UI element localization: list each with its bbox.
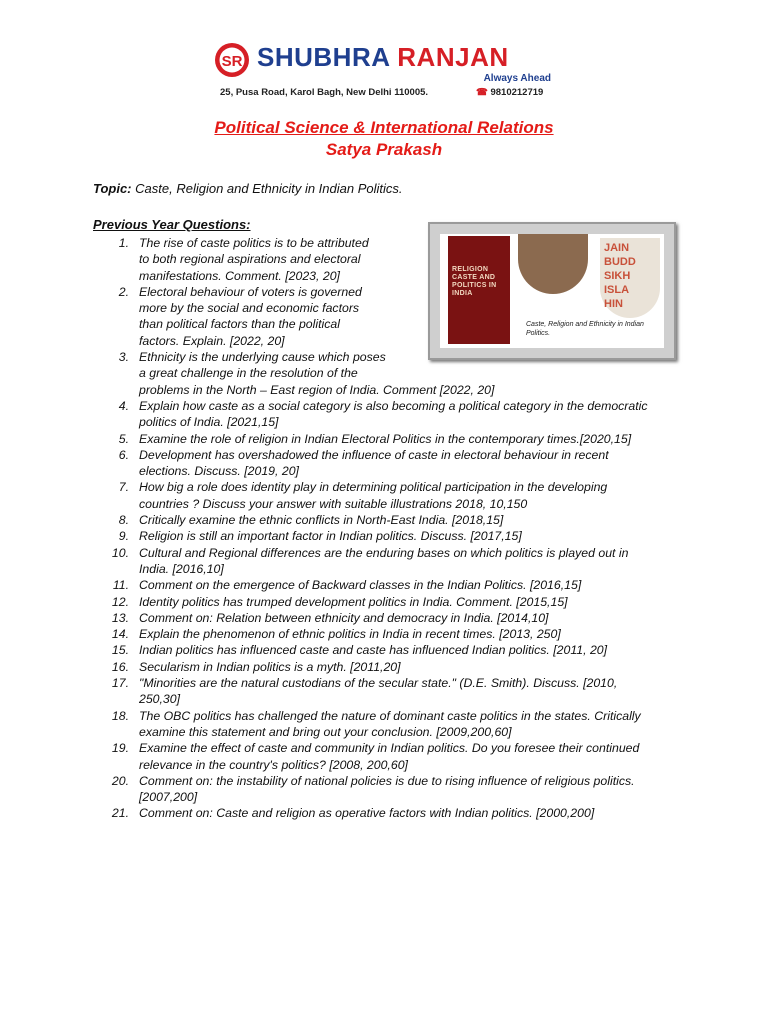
question-item <box>93 659 693 675</box>
question-number: 9. <box>118 529 129 544</box>
question-number: 4. <box>118 398 129 413</box>
question-item <box>93 594 693 610</box>
question-line: Explain the phenomenon of ethnic politics in India in recent times. [2013, 250] <box>139 627 561 642</box>
topic-label: Topic: <box>93 181 132 196</box>
question-line: Ethnicity is the underlying cause which poses <box>139 350 386 365</box>
question-line: factors. Explain. [2022, 20] <box>139 333 285 348</box>
word-3: SIKH <box>604 270 631 282</box>
question-number: 11. <box>112 578 129 593</box>
brand-name <box>257 42 509 72</box>
question-number: 13. <box>111 610 129 625</box>
question-item <box>93 512 693 528</box>
question-number: 8. <box>118 513 129 528</box>
question-line: Critically examine the ethnic conflicts in North-East India. [2018,15] <box>139 513 504 528</box>
question-line: more by the social and economic factors <box>139 301 360 316</box>
brand-first-word: SHUBHRA <box>257 42 390 72</box>
question-line: Identity politics has trumped development politics in India. Comment. [2015,15] <box>139 594 568 609</box>
question-item <box>93 773 693 806</box>
question-line: Religion is still an important factor in Indian politics. Discuss. [2017,15] <box>139 529 522 544</box>
question-list <box>93 235 693 822</box>
question-line: manifestations. Comment. [2023, 20] <box>139 268 340 283</box>
word-4: ISLA <box>604 284 630 296</box>
question-item <box>93 545 693 578</box>
question-item <box>93 642 693 658</box>
question-item <box>93 479 693 512</box>
pyq-heading: Previous Year Questions: <box>93 217 251 232</box>
question-number: 18. <box>111 708 129 723</box>
question-item <box>93 284 693 349</box>
question-number: 16. <box>111 659 129 674</box>
question-line: Comment on the emergence of Backward classes in the Indian Politics. [2016,15] <box>139 578 582 593</box>
question-line: Cultural and Regional differences are the enduring bases on which politics is played out in <box>139 545 629 560</box>
question-line: countries ? Discuss your answer with suitable illustrations 2018, 10,150 <box>139 496 528 511</box>
question-line: Secularism in Indian politics is a myth. [2011,20] <box>139 659 401 674</box>
question-item <box>93 447 693 480</box>
question-number: 17. <box>111 676 129 691</box>
brand-second-word: RANJAN <box>397 42 509 72</box>
question-line: a great challenge in the resolution of the <box>139 366 358 381</box>
question-item <box>93 398 693 431</box>
topic-line <box>93 181 403 196</box>
question-line: "Minorities are the natural custodians of the secular state." (D.E. Smith). Discuss. [2010, <box>139 676 618 691</box>
question-number: 5. <box>118 431 129 446</box>
question-item <box>93 577 693 593</box>
subject-title: Political Science & International Relations <box>214 118 554 137</box>
question-number: 10. <box>111 545 129 560</box>
question-item <box>93 235 693 284</box>
question-item <box>93 740 693 773</box>
question-number: 19. <box>111 741 129 756</box>
question-line: politics of India. [2021,15] <box>139 415 279 430</box>
question-line: Development has overshadowed the influence of caste in electoral behaviour in recent <box>139 447 609 462</box>
question-line: India. [2016,10] <box>139 561 224 576</box>
author-name: Satya Prakash <box>325 140 443 159</box>
question-line: 250,30] <box>139 692 181 707</box>
logo-letters: SR <box>221 53 243 70</box>
question-item <box>93 805 693 821</box>
question-line: Comment on: Relation between ethnicity and democracy in India. [2014,10] <box>139 610 549 625</box>
question-item <box>93 626 693 642</box>
question-line: Comment on: Caste and religion as operative factors with Indian politics. [2000,200] <box>139 806 595 821</box>
question-item <box>93 675 693 708</box>
word-1: JAIN <box>604 242 630 254</box>
question-number: 6. <box>118 447 129 462</box>
question-line: than political factors than the political <box>139 317 340 332</box>
question-item <box>93 708 693 741</box>
document-titles <box>0 117 768 161</box>
question-number: 14. <box>111 627 129 642</box>
phone-value: 9810212719 <box>490 87 544 98</box>
question-line: Explain how caste as a social category is also becoming a political category in the democratic <box>139 398 648 413</box>
question-line: The OBC politics has challenged the nature of dominant caste politics in the states. Critically <box>139 708 641 723</box>
brand-tagline: Always Ahead <box>483 73 551 84</box>
question-item <box>93 528 693 544</box>
question-number: 12. <box>111 594 129 609</box>
figure-caption: Caste, Religion and Ethnicity in Indian Politics. <box>526 321 644 337</box>
question-line: Examine the effect of caste and community in Indian politics. Do you foresee their continued <box>139 741 640 756</box>
question-number: 15. <box>111 643 129 658</box>
question-number: 20. <box>111 773 129 788</box>
question-line: Comment on: the instability of national policies is due to rising influence of religious politics. <box>139 773 635 788</box>
question-line: to both regional aspirations and electoral <box>139 252 361 267</box>
question-line: Electoral behaviour of voters is governed <box>139 284 362 299</box>
word-5: HIN <box>604 298 623 310</box>
phone-icon: ☎ <box>476 87 488 98</box>
question-number: 1. <box>118 236 129 250</box>
word-2: BUDD <box>604 256 636 268</box>
question-line: How big a role does identity play in determining political participation in the developing <box>139 480 608 495</box>
question-line: problems in the North – East region of India. Comment [2022, 20] <box>139 382 495 397</box>
question-number: 3. <box>118 350 129 365</box>
question-line: examine this statement and bring out your conclusion. [2009,200,60] <box>139 724 512 739</box>
question-line: elections. Discuss. [2019, 20] <box>139 464 299 479</box>
shubhra-ranjan-logo-icon <box>214 42 250 78</box>
question-line: Indian politics has influenced caste and caste has influenced Indian politics. [2011, 20] <box>139 643 608 658</box>
phone-number <box>476 87 543 98</box>
topic-text: Caste, Religion and Ethnicity in Indian Politics. <box>135 181 403 196</box>
question-line: The rise of caste politics is to be attributed <box>139 236 369 250</box>
question-line: Examine the role of religion in Indian Electoral Politics in the contemporary times.[2020,15] <box>139 431 632 446</box>
question-item <box>93 431 693 447</box>
question-number: 7. <box>118 480 129 495</box>
question-item <box>93 610 693 626</box>
question-number: 21. <box>111 806 129 821</box>
question-item <box>93 349 693 398</box>
address: 25, Pusa Road, Karol Bagh, New Delhi 110005. <box>220 87 429 98</box>
book-title-text: RELIGION CASTE AND POLITICS IN INDIA <box>452 266 497 297</box>
question-number: 2. <box>118 284 129 299</box>
question-line: [2007,200] <box>139 790 198 805</box>
question-line: relevance in the country's politics? [2008, 200,60] <box>139 757 408 772</box>
page-header <box>214 40 559 100</box>
